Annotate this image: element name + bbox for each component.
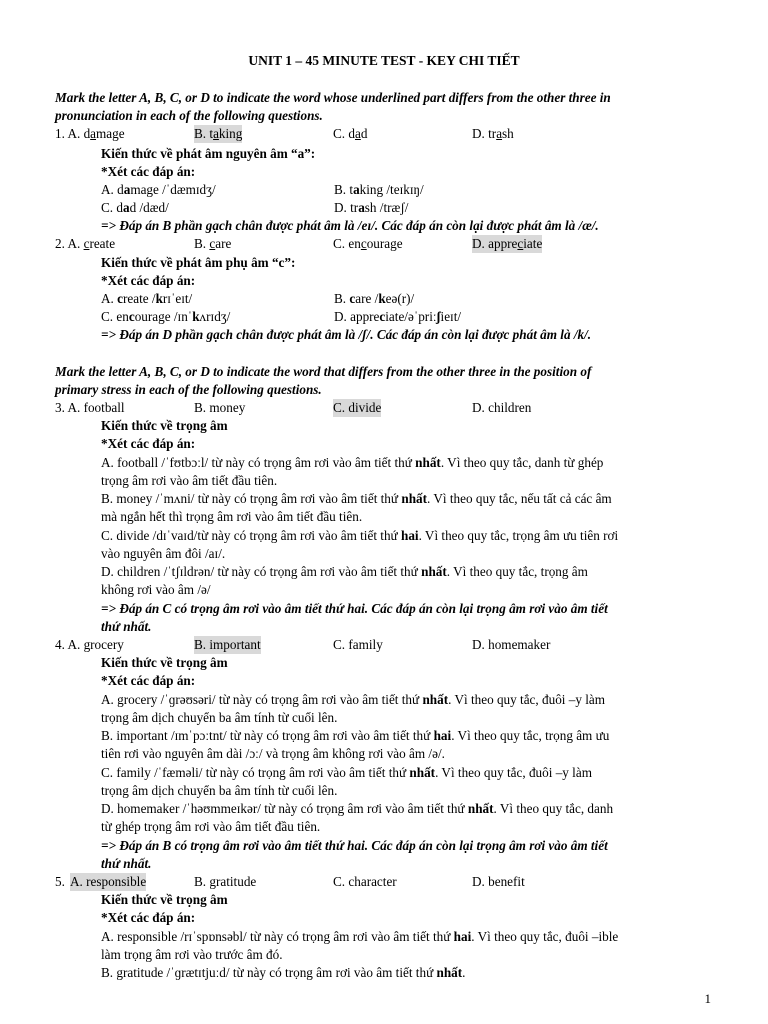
q5-option-a-highlighted: A. responsible <box>70 874 147 889</box>
section2-instruction-line1: Mark the letter A, B, C, or D to indicate the word that differs from the other three in the position of <box>55 364 592 379</box>
q1-option-d: D. trash <box>472 126 514 141</box>
q4-option-a: 4. A. grocery <box>55 637 124 652</box>
q3-answer-line2: thứ nhất. <box>101 619 152 634</box>
q2-option-a: 2. A. create <box>55 236 116 251</box>
q5-options <box>0 873 718 891</box>
q5-number: 5. <box>55 874 65 889</box>
q5-topic: Kiến thức về trọng âm <box>101 892 228 907</box>
q1-exp-row2 <box>0 199 718 217</box>
q5-option-c: C. character <box>333 874 397 889</box>
q3-exp-c-line1: C. divide /dɪˈvaɪd/từ này có trọng âm rơi vào âm tiết thứ hai. Vì theo quy tắc, trọng âm ưu tiên rơi <box>101 528 619 543</box>
q5-consider: *Xét các đáp án: <box>101 910 196 925</box>
q4-answer-line1: => Đáp án B có trọng âm rơi vào âm tiết thứ hai. Các đáp án còn lại trọng âm rơi vào âm tiết <box>101 838 608 853</box>
q3-consider: *Xét các đáp án: <box>101 436 196 451</box>
q1-exp-c: C. dad /dæd/ <box>101 200 169 215</box>
q2-option-d-highlighted: D. appreciate <box>472 236 543 251</box>
q1-option-b-highlighted: B. taking <box>194 126 243 141</box>
q4-option-c: C. family <box>333 637 383 652</box>
q4-exp-a-line2: trọng âm dịch chuyển ba âm tính từ cuối lên. <box>101 710 338 725</box>
q3-answer-line1: => Đáp án C có trọng âm rơi vào âm tiết thứ hai. Các đáp án còn lại trọng âm rơi vào âm tiết <box>101 601 608 616</box>
q4-exp-b-line1: B. important /ɪmˈpɔːtnt/ từ này có trọng âm rơi vào âm tiết thứ hai. Vì theo quy tắc, trọng âm ưu <box>101 728 610 743</box>
q1-exp-a: A. damage /ˈdæmɪdʒ/ <box>101 182 216 197</box>
q4-exp-c-line1: C. family /ˈfæməli/ từ này có trọng âm rơi vào âm tiết thứ nhất. Vì theo quy tắc, đuôi –y làm <box>101 765 592 780</box>
q2-exp-row2 <box>0 308 718 326</box>
q3-exp-d-line2: không rơi vào âm /ə/ <box>101 582 211 597</box>
q3-exp-d-line1: D. children /ˈtʃɪldrən/ từ này có trọng âm rơi vào âm tiết thứ nhất. Vì theo quy tắc, trọng âm <box>101 564 588 579</box>
q1-topic: Kiến thức về phát âm nguyên âm “a”: <box>101 146 316 161</box>
q4-topic: Kiến thức về trọng âm <box>101 655 228 670</box>
page-number: 1 <box>704 991 711 1006</box>
q1-exp-row1 <box>0 181 718 199</box>
q1-option-c: C. dad <box>333 126 368 141</box>
q2-consider: *Xét các đáp án: <box>101 273 196 288</box>
page-title: UNIT 1 – 45 MINUTE TEST - KEY CHI TIẾT <box>248 53 520 68</box>
q5-exp-b-line1: B. gratitude /ˈɡrætɪtjuːd/ từ này có trọng âm rơi vào âm tiết thứ nhất. <box>101 965 466 980</box>
q3-exp-a-line2: trọng âm rơi vào âm tiết đầu tiên. <box>101 473 278 488</box>
q4-option-b-highlighted: B. important <box>194 637 261 652</box>
q1-answer: => Đáp án B phần gạch chân được phát âm là /eɪ/. Các đáp án còn lại được phát âm là /æ/. <box>101 218 599 233</box>
q3-option-d: D. children <box>472 400 532 415</box>
q5-exp-a-line2: làm trọng âm rơi vào trước âm đó. <box>101 947 283 962</box>
q2-exp-b: B. care /keə(r)/ <box>334 291 415 306</box>
q1-option-a: 1. A. damage <box>55 126 125 141</box>
q1-exp-d: D. trash /træʃ/ <box>334 200 409 215</box>
section1-instruction-line1: Mark the letter A, B, C, or D to indicate the word whose underlined part differs from the other three in <box>55 90 611 105</box>
q3-exp-a-line1: A. football /ˈfʊtbɔːl/ từ này có trọng âm rơi vào âm tiết thứ nhất. Vì theo quy tắc, danh từ ghép <box>101 455 604 470</box>
q4-exp-d-line2: từ ghép trọng âm rơi vào âm tiết đầu tiên. <box>101 819 321 834</box>
q3-exp-b-line1: B. money /ˈmʌni/ từ này có trọng âm rơi vào âm tiết thứ nhất. Vì theo quy tắc, nếu tất cả các âm <box>101 491 612 506</box>
q4-exp-a-line1: A. grocery /ˈɡrəʊsəri/ từ này có trọng âm rơi vào âm tiết thứ nhất. Vì theo quy tắc, đuôi –y làm <box>101 692 606 707</box>
q2-exp-c: C. encourage /ɪnˈkʌrɪdʒ/ <box>101 309 231 324</box>
q4-exp-d-line1: D. homemaker /ˈhəʊmmeɪkər/ từ này có trọng âm rơi vào âm tiết thứ nhất. Vì theo quy tắc, danh <box>101 801 614 816</box>
q4-exp-c-line2: trọng âm dịch chuyển ba âm tính từ cuối lên. <box>101 783 338 798</box>
q2-exp-d: D. appreciate/əˈpriːʃieɪt/ <box>334 309 462 324</box>
q4-consider: *Xét các đáp án: <box>101 673 196 688</box>
section1-instruction-line2: pronunciation in each of the following questions. <box>55 108 323 123</box>
q2-exp-row1 <box>0 290 718 308</box>
q3-option-c-highlighted: C. divide <box>333 400 382 415</box>
q2-option-b: B. care <box>194 236 232 251</box>
q3-topic: Kiến thức về trọng âm <box>101 418 228 433</box>
q2-options <box>0 235 718 253</box>
q4-option-d: D. homemaker <box>472 637 551 652</box>
q4-answer-line2: thứ nhất. <box>101 856 152 871</box>
q3-option-a: 3. A. football <box>55 400 125 415</box>
q5-option-d: D. benefit <box>472 874 525 889</box>
q3-exp-c-line2: vào nguyên âm đôi /aɪ/. <box>101 546 226 561</box>
q4-exp-b-line2: tiên rơi vào nguyên âm dài /ɔː/ và trọng âm không rơi vào âm /ə/. <box>101 746 445 761</box>
section2-instruction-line2: primary stress in each of the following questions. <box>55 382 322 397</box>
q4-options <box>0 636 718 654</box>
q3-options <box>0 399 718 417</box>
q5-option-b: B. gratitude <box>194 874 257 889</box>
q3-option-b: B. money <box>194 400 246 415</box>
q3-exp-b-line2: mà ngắn hết thì trọng âm rơi vào âm tiết đầu tiên. <box>101 509 363 524</box>
q1-exp-b: B. taking /teɪkɪŋ/ <box>334 182 424 197</box>
q2-answer: => Đáp án D phần gạch chân được phát âm là /ʃ/. Các đáp án còn lại được phát âm là /k/. <box>101 327 592 342</box>
q5-exp-a-line1: A. responsible /rɪˈspɒnsəbl/ từ này có trọng âm rơi vào âm tiết thứ hai. Vì theo quy tắc, đuôi –ible <box>101 929 619 944</box>
q1-consider: *Xét các đáp án: <box>101 164 196 179</box>
q2-exp-a: A. create /krɪˈeɪt/ <box>101 291 193 306</box>
q2-option-c: C. encourage <box>333 236 403 251</box>
q1-options <box>0 125 718 143</box>
q2-topic: Kiến thức về phát âm phụ âm “c”: <box>101 255 296 270</box>
